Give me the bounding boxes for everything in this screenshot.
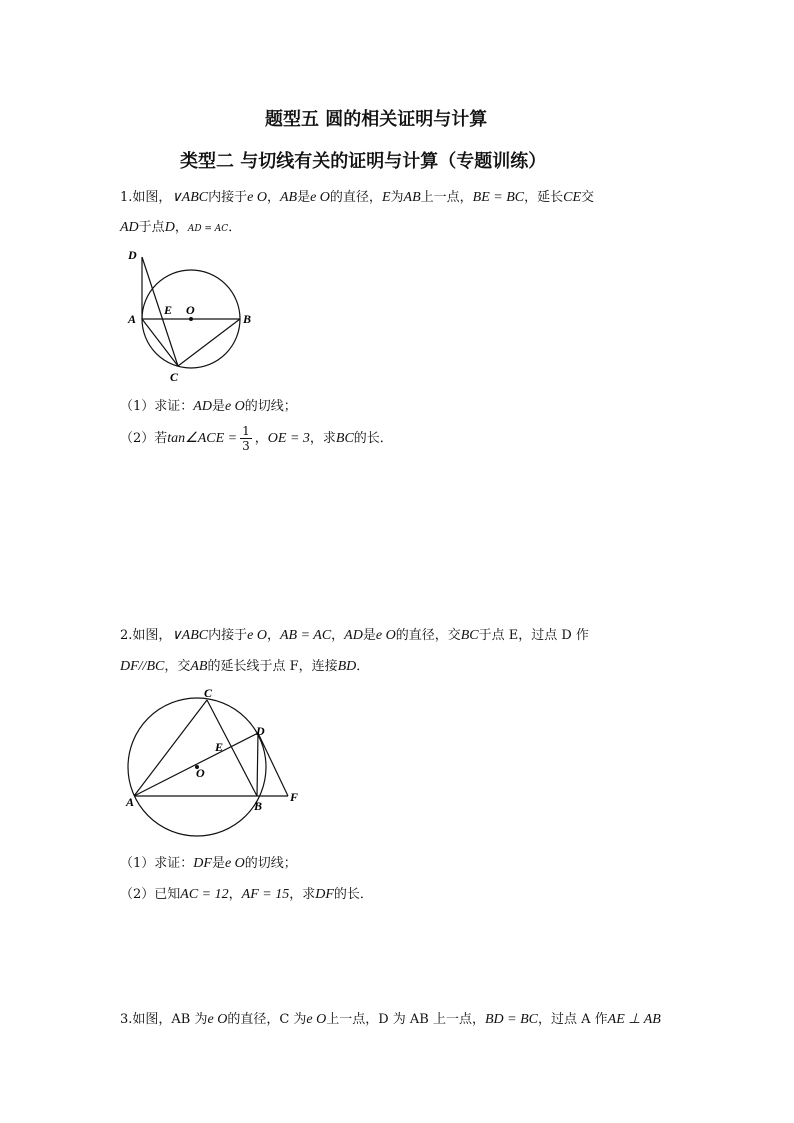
q2-segment-ad bbox=[134, 733, 258, 796]
q1-line-2: AD于点D，AD = AC． bbox=[120, 220, 242, 235]
q2-line-1: 2.如图，∨ABC内接于e O，AB = AC，AD是e O的直径，交BC于点 E，过点 D 作 bbox=[120, 628, 589, 643]
q1-line-1: 1.如图，∨ABC内接于e O，AB是e O的直径，E为AB上一点，BE = BC，延长CE交 bbox=[120, 190, 595, 205]
q1-label-b: B bbox=[243, 312, 252, 326]
q2-label-o: O bbox=[196, 766, 205, 780]
q2-label-f: F bbox=[290, 790, 299, 804]
q1-part-2: （2）若tan∠ACE = $\frac{1}{3}$ ，OE = 3，求BC的长． bbox=[120, 424, 393, 453]
q1-label-o: O bbox=[186, 303, 195, 317]
q2-part-2: （2）已知AC = 12，AF = 15，求DF的长． bbox=[120, 887, 373, 902]
q2-segment-ac bbox=[134, 700, 207, 796]
q2-geometry-figure bbox=[118, 685, 313, 840]
q1-label-e: E bbox=[164, 303, 173, 317]
q2-part-1: （1）求证：DF是e O的切线； bbox=[120, 856, 297, 871]
q1-fraction: $\frac{1}{3}$ bbox=[242, 424, 250, 453]
q2-segment-bd bbox=[257, 733, 258, 796]
q1-label-c: C bbox=[170, 370, 179, 384]
q2-label-e: E bbox=[215, 740, 224, 754]
q3-line-1: 3.如图，AB 为e O的直径，C 为e O上一点，D 为 AB 上一点，BD = BC，过点 A 作AE ⊥ AB bbox=[120, 1012, 661, 1027]
q2-line-2: DF//BC，交AB的延长线于点 F，连接BD． bbox=[120, 659, 370, 674]
q1-label-a: A bbox=[128, 312, 137, 326]
q2-label-d: D bbox=[256, 724, 265, 738]
q2-label-c: C bbox=[204, 686, 213, 700]
page-title: 题型五 圆的相关证明与计算 bbox=[265, 109, 488, 130]
q1-part-1: （1）求证：AD是e O的切线； bbox=[120, 399, 297, 414]
q1-label-d: D bbox=[128, 248, 137, 262]
q2-segment-df bbox=[258, 733, 288, 796]
q1-center-dot bbox=[189, 317, 193, 321]
q2-label-b: B bbox=[254, 799, 263, 813]
section-subtitle: 类型二 与切线有关的证明与计算（专题训练） bbox=[180, 151, 547, 172]
q1-segment-bc bbox=[178, 319, 240, 366]
q2-label-a: A bbox=[126, 795, 135, 809]
q1-geometry-figure bbox=[120, 245, 270, 385]
